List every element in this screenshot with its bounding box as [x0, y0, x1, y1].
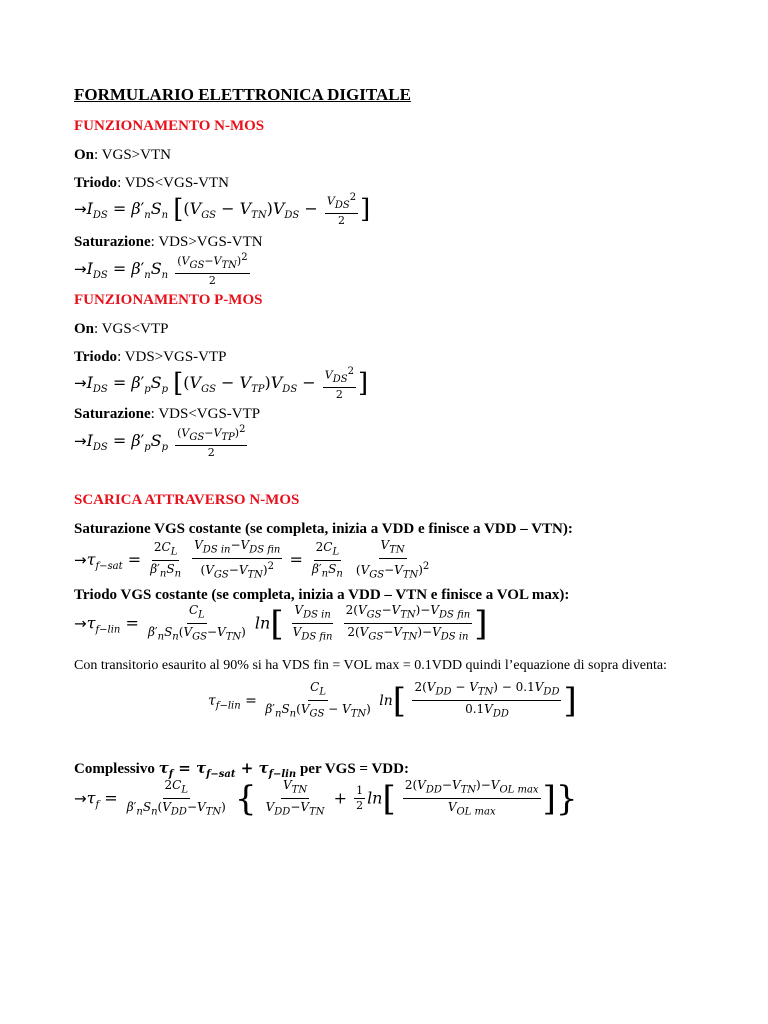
nmos-triodo-label: Triodo: [74, 175, 118, 191]
complessivo-equation: $\to\tau_f$ = $\frac{2C_L}{\beta'_nS_n(V_{DD}-V_{TN})}$ { $\frac{V_{TN}}{V_{DD}-V_{TN}}$ + $\frac{1}{2}$ ln[ $\frac{2(V_{DD}-V_{TN})-V_{OL max}}{V_{OL max}}$ ]}: [74, 778, 578, 819]
scarica-note-equation: $\tau_{f-lin}$ = $\frac{C_L}{\beta'_nS_n(V_{GS} - V_{TN})}$ ln[ $\frac{2(V_{DD} - V_{TN}) - 0.1V_{DD}}{0.1V_{DD}}$ ]: [208, 680, 577, 721]
pmos-triodo-equation: $\to I_{DS} = \beta'_pS_p$ [$(V_{GS} - V_{TP})V_{DS}$ − $\frac{V_{DS}^2}{2}$ ]: [74, 366, 369, 401]
pmos-on-label: On: [74, 321, 95, 337]
nmos-sat-line: [74, 233, 263, 251]
pmos-sat-line: [74, 405, 260, 423]
nmos-on-line: [74, 146, 171, 164]
nmos-on-label: On: [74, 147, 95, 163]
nmos-sat-equation: $\to I_{DS} = \beta'_nS_n$ $\frac{(V_{GS}-V_{TN})^2}{2}$: [74, 252, 248, 287]
pmos-triodo-cond: : VDS>VGS-VTP: [117, 349, 227, 365]
pmos-sat-cond: : VDS<VGS-VTP: [150, 406, 261, 422]
pmos-on-line: [74, 320, 168, 338]
nmos-triodo-line: [74, 174, 229, 192]
pmos-sat-label: Saturazione: [74, 406, 151, 422]
scarica-sat-text: Saturazione VGS costante (se completa, inizia a VDD e finisce a VDD – VTN):: [74, 521, 573, 537]
nmos-heading: FUNZIONAMENTO N-MOS: [74, 118, 265, 134]
complessivo-label: Complessivo: [74, 761, 155, 777]
pmos-on-cond: : VGS<VTP: [94, 321, 169, 337]
scarica-triodo-equation: $\to\tau_{f-lin}$ = $\frac{C_L}{\beta'_nS_n(V_{GS}-V_{TN})}$ ln[ $\frac{V_{DS in}}{V_{DS fin}}$ $\frac{2(V_{GS}-V_{TN})-V_{DS fin}}{2(V_{GS}-V_{TN})-V_{DS in}}$ ]: [74, 603, 488, 644]
complessivo-line: Complessivo $\tau_f = \tau_{f-sat} + \tau_{f-lin}$ per VGS = VDD:: [74, 759, 409, 780]
pmos-heading: FUNZIONAMENTO P-MOS: [74, 292, 263, 308]
pmos-sat-equation: $\to I_{DS} = \beta'_pS_p$ $\frac{(V_{GS}-V_{TP})^2}{2}$: [74, 424, 246, 459]
scarica-sat-equation: $\to\tau_{f-sat}$ = $\frac{2C_L}{\beta'_nS_n}$ $\frac{V_{DS in}-V_{DS fin}}{(V_{GS}-V_{TN})^2}$ = $\frac{2C_L}{\beta'_nS_n}$ $\frac{V_{TN}}{(V_{GS}-V_{TN})^2}$: [74, 538, 430, 581]
nmos-on-cond: : VGS>VTN: [94, 147, 171, 163]
nmos-triodo-cond: : VDS<VGS-VTN: [117, 175, 230, 191]
pmos-triodo-line: [74, 348, 227, 366]
document-title: FORMULARIO ELETTRONICA DIGITALE: [74, 85, 411, 104]
scarica-note: Con transitorio esaurito al 90% si ha VDS fin = VOL max = 0.1VDD quindi l’equazione di sopra diventa:: [74, 658, 667, 673]
nmos-sat-cond: : VDS>VGS-VTN: [150, 234, 263, 250]
nmos-sat-label: Saturazione: [74, 234, 151, 250]
nmos-triodo-equation: $\to I_{DS} = \beta'_nS_n$ [$(V_{GS} - V_{TN})V_{DS}$ − $\frac{V_{DS}^2}{2}$ ]: [74, 192, 371, 227]
complessivo-end: VGS = VDD:: [324, 761, 409, 777]
scarica-heading: SCARICA ATTRAVERSO N-MOS: [74, 492, 300, 508]
pmos-triodo-label: Triodo: [74, 349, 118, 365]
scarica-triodo-text: Triodo VGS costante (se completa, inizia a VDD – VTN e finisce a VOL max):: [74, 587, 570, 603]
complessivo-mid: per: [296, 761, 325, 777]
